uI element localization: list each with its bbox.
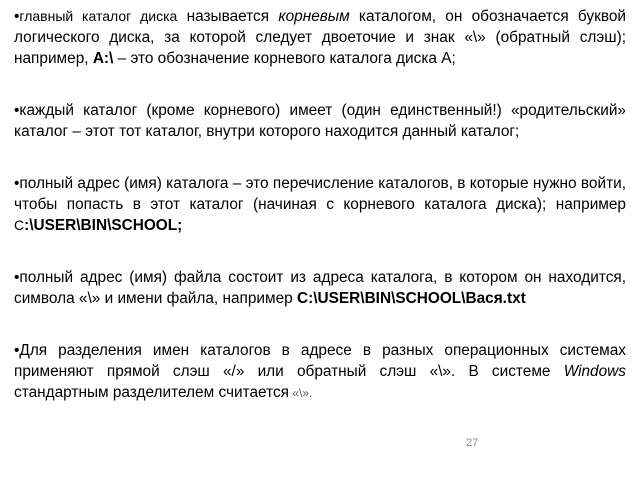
separator-tail: «\».: [288, 386, 313, 400]
bullet-separators: [14, 340, 626, 404]
bullet-marker: •: [14, 8, 20, 25]
root-drive-example: A:\: [92, 50, 114, 67]
bullet-lead-text: главный каталог диска: [19, 8, 178, 24]
bullet-text: полный адрес (имя) файла состоит из адреса каталога, в котором он находится, символа «\» и имени файла, например: [14, 269, 626, 307]
bullet-marker: •: [14, 269, 20, 286]
bullet-text: каждый каталог (кроме корневого) имеет (один единственный!) «родительский» каталог – этот тот каталог, внутри которого находится данный каталог;: [14, 102, 626, 140]
bullet-text: называется: [177, 8, 279, 25]
file-path-example: C:\USER\BIN\SCHOOL\Вася.txt: [297, 290, 526, 307]
term-windows: Windows: [563, 363, 626, 380]
page-number: 27: [466, 437, 479, 449]
bullet-directory-path: [14, 173, 626, 236]
drive-letter: C: [14, 217, 25, 233]
bullet-list: [14, 6, 626, 404]
bullet-marker: •: [14, 342, 20, 359]
bullet-file-path: [14, 267, 626, 309]
bullet-text: – это обозначение корневого каталога диска A;: [113, 50, 456, 67]
directory-path-example: :\USER\BIN\SCHOOL;: [24, 217, 183, 234]
bullet-text: Для разделения имен каталогов в адресе в разных операционных системах применяют прямой слэш «/» или обратный слэш «\». В системе: [14, 342, 626, 380]
bullet-marker: •: [14, 175, 20, 192]
bullet-text: стандартным разделителем считается: [14, 384, 289, 401]
bullet-marker: •: [14, 102, 20, 119]
bullet-parent-directory: [14, 100, 626, 142]
bullet-text: каталогом, он обозначается буквой логического диска, за которой следует двоеточие и знак «\» (обратный слэш); например,: [14, 8, 627, 67]
term-root: корневым: [278, 8, 350, 25]
bullet-root-directory: [14, 6, 626, 69]
bullet-text: полный адрес (имя) каталога – это перечисление каталогов, в которые нужно войти, чтобы попасть в этот каталог (начиная с корневого каталога диска); например: [14, 175, 626, 213]
